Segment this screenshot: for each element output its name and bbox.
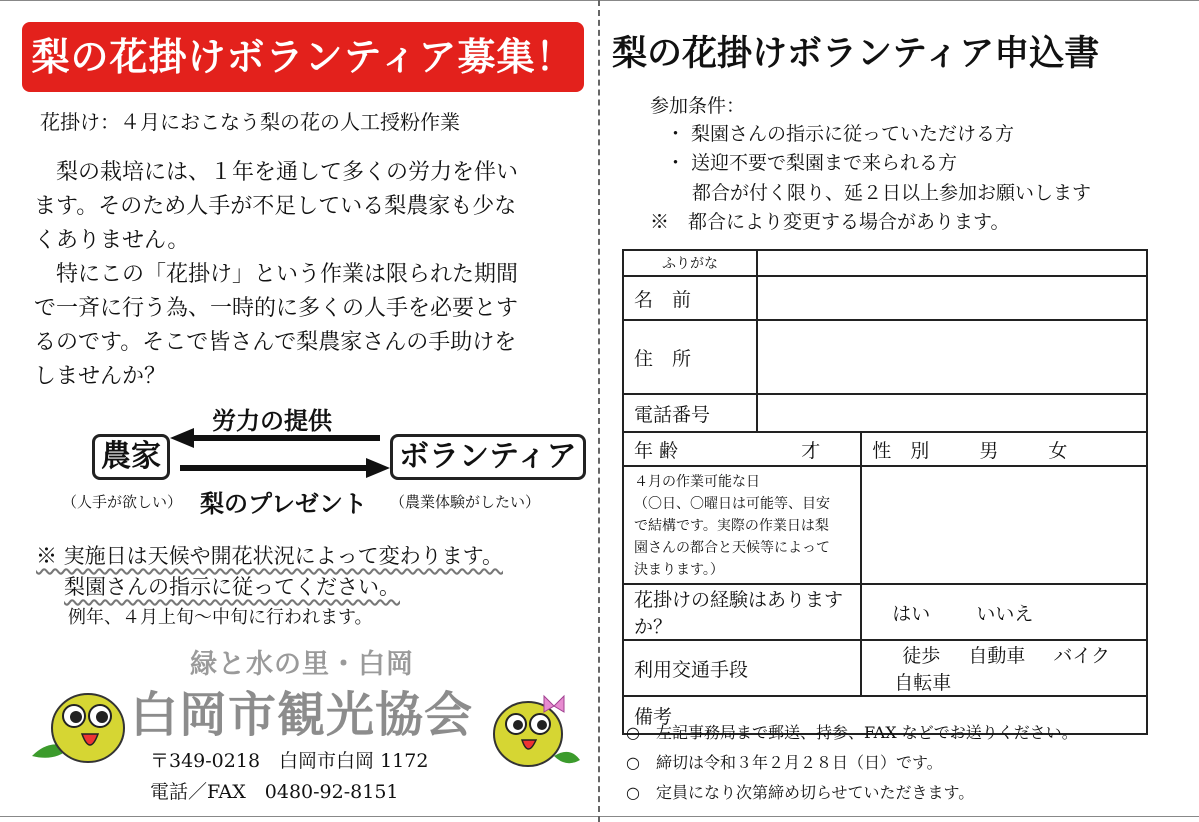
- bullet-submission: ○ 左記事務局まで郵送、持参、FAX などでお送りください。: [626, 723, 1078, 742]
- transport-bicycle-option[interactable]: 自転車: [894, 672, 952, 694]
- availability-note-line: 決まります。）: [634, 562, 724, 578]
- phone-label: 電話番号: [623, 394, 757, 432]
- transport-label: 利用交通手段: [623, 640, 861, 696]
- intro-paragraph: [34, 156, 579, 394]
- gender-label: 性 別: [872, 439, 930, 462]
- bullet-capacity: ○ 定員になり次第締め切らせていただきます。: [626, 783, 975, 802]
- conditions-note: ※ 都合により変更する場合があります。: [650, 211, 1010, 233]
- subtitle: 花掛け：４月におこなう梨の花の人工授粉作業: [40, 110, 460, 134]
- schedule-note: 例年、４月上旬～中旬に行われます。: [68, 607, 373, 628]
- weather-note: ※ 実施日は天候や開花状況によって変わります。: [36, 544, 503, 568]
- condition-item: 都合が付く限り、延２日以上参加お願いします: [692, 182, 1092, 204]
- org-address: 〒349-0218 白岡市白岡 1172: [150, 750, 429, 772]
- furigana-field[interactable]: [757, 250, 1147, 276]
- availability-label: [623, 466, 861, 584]
- gender-female-option[interactable]: 女: [1048, 439, 1068, 462]
- experience-field[interactable]: [861, 584, 1147, 640]
- org-tagline: 緑と水の里・白岡: [190, 649, 414, 680]
- instruction-note: 梨園さんの指示に従ってください。: [64, 575, 400, 599]
- address-label: 住 所: [623, 320, 757, 394]
- age-field[interactable]: [623, 432, 861, 466]
- conditions-heading: 参加条件：: [650, 95, 746, 117]
- phone-field[interactable]: [757, 394, 1147, 432]
- transport-walk-option[interactable]: 徒歩: [902, 645, 941, 667]
- availability-note-line: で結構です。実際の作業日は梨: [634, 518, 829, 534]
- remarks-label: 備考: [634, 705, 673, 728]
- availability-note-line: 園さんの都合と天候等によって: [634, 540, 830, 556]
- org-name: 白岡市観光協会: [130, 687, 474, 743]
- name-field[interactable]: [757, 276, 1147, 320]
- intro-line: しませんか？: [34, 364, 167, 389]
- cut-line: [598, 0, 600, 822]
- intro-line: で一斉に行う為、一時的に多くの人手を必要とす: [34, 296, 519, 321]
- intro-line: くありません。: [34, 228, 190, 253]
- present-label: 梨のプレゼント: [200, 490, 368, 518]
- volunteer-box: ボランティア: [390, 434, 586, 480]
- experience-no-option[interactable]: いいえ: [976, 602, 1034, 625]
- transport-car-option[interactable]: 自動車: [968, 645, 1026, 667]
- farmer-caption: （人手が欲しい）: [62, 493, 183, 511]
- condition-item: ・ 梨園さんの指示に従っていただける方: [666, 123, 1015, 145]
- intro-line: 梨の栽培には、１年を通して多くの労力を伴い: [34, 160, 519, 185]
- intro-line: るのです。そこで皆さんで梨農家さんの手助けを: [34, 330, 517, 355]
- transport-bike-option[interactable]: バイク: [1053, 645, 1111, 667]
- labor-label: 労力の提供: [212, 407, 332, 435]
- application-form: [622, 249, 1148, 735]
- pear-mascot-right-icon: [488, 690, 584, 770]
- intro-line: 特にこの「花掛け」という作業は限られた期間: [34, 262, 519, 287]
- availability-title: ４月の作業可能な日: [634, 474, 760, 490]
- org-phone: 電話／FAX 0480-92-8151: [150, 781, 399, 803]
- age-label: 年 齢: [634, 439, 679, 462]
- bullet-deadline: ○ 締切は令和３年２月２８日（日）です。: [626, 753, 943, 772]
- age-unit: 才: [801, 439, 821, 462]
- recruitment-banner: 梨の花掛けボランティア募集！: [22, 22, 584, 92]
- intro-line: ます。そのため人手が不足している梨農家も少な: [34, 194, 517, 219]
- availability-field[interactable]: [861, 466, 1147, 584]
- form-title: 梨の花掛けボランティア申込書: [612, 34, 1100, 74]
- gender-field[interactable]: [861, 432, 1147, 466]
- address-field[interactable]: [757, 320, 1147, 394]
- exchange-arrows: [170, 428, 390, 486]
- availability-note-line: （〇日、〇曜日は可能等、目安: [634, 496, 830, 512]
- name-label: 名 前: [623, 276, 757, 320]
- gender-male-option[interactable]: 男: [979, 439, 999, 462]
- arrow-right-icon: [180, 458, 390, 478]
- volunteer-caption: （農業体験がしたい）: [390, 493, 541, 511]
- arrow-left-icon: [170, 428, 380, 448]
- condition-item: ・ 送迎不要で梨園まで来られる方: [666, 152, 958, 174]
- transport-field[interactable]: [861, 640, 1147, 696]
- experience-yes-option[interactable]: はい: [892, 602, 931, 625]
- farmer-box: 農家: [92, 434, 170, 480]
- experience-label: 花掛けの経験はありますか？: [623, 584, 861, 640]
- furigana-label: ふりがな: [623, 250, 757, 276]
- pear-mascot-left-icon: [30, 686, 130, 766]
